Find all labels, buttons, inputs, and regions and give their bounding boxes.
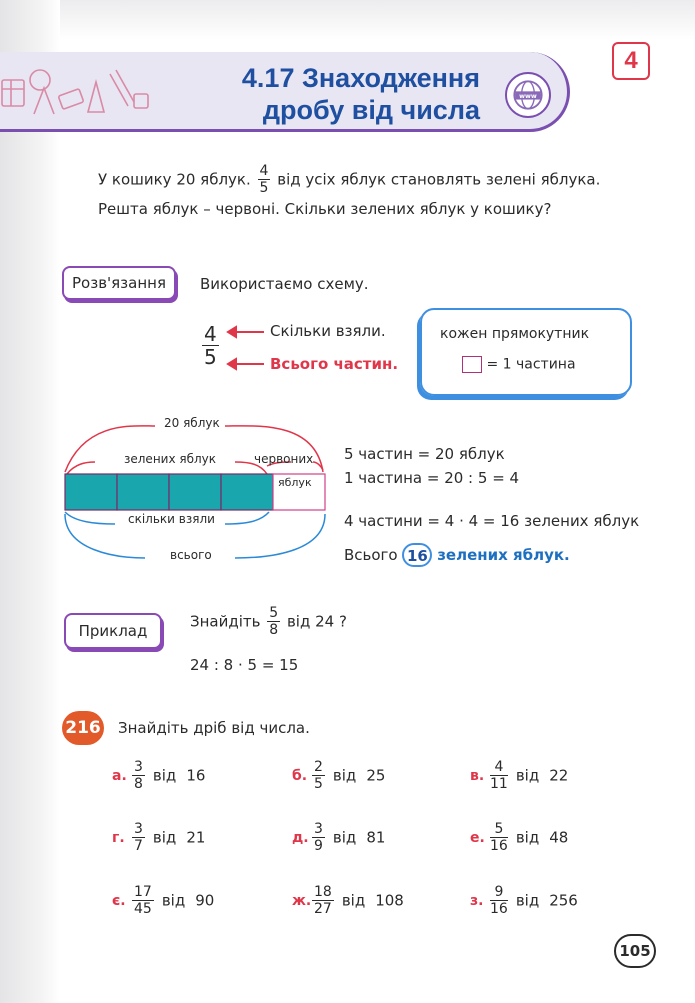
item-denominator: 16 bbox=[490, 901, 508, 917]
calc-line-2: 1 частина = 20 : 5 = 4 bbox=[344, 469, 520, 487]
item-denominator: 16 bbox=[490, 838, 508, 854]
item-word: від bbox=[152, 766, 177, 785]
page-title bbox=[170, 62, 480, 126]
item-value: 21 bbox=[186, 828, 206, 847]
item-word: від bbox=[332, 828, 357, 847]
item-word: від bbox=[152, 828, 177, 847]
item-word: від bbox=[341, 891, 366, 910]
exercise-item bbox=[470, 822, 568, 853]
item-fraction bbox=[132, 885, 154, 916]
page-number: 105 bbox=[614, 934, 656, 968]
item-denominator: 5 bbox=[314, 776, 323, 792]
item-denominator: 8 bbox=[134, 776, 143, 792]
exercise-item bbox=[112, 760, 205, 791]
problem-fraction bbox=[258, 164, 271, 195]
item-fraction bbox=[490, 760, 508, 791]
item-value: 48 bbox=[549, 828, 569, 847]
legend-box bbox=[420, 308, 632, 396]
item-value: 108 bbox=[375, 891, 404, 910]
exercise-item bbox=[112, 822, 205, 853]
answer-line bbox=[344, 543, 570, 567]
problem-post: від усіх яблук становлять зелені яблука. bbox=[277, 170, 601, 189]
example-post: від 24 ? bbox=[286, 612, 347, 631]
problem-pre: У кошику 20 яблук. bbox=[98, 170, 251, 189]
item-denominator: 45 bbox=[134, 901, 152, 917]
title-line-2: дробу від числа bbox=[262, 95, 480, 125]
title-line-1: 4.17 Знаходження bbox=[241, 63, 480, 93]
item-fraction bbox=[312, 885, 334, 916]
green-part-cell bbox=[221, 474, 273, 510]
fraction-arrows-icon bbox=[226, 322, 266, 372]
item-fraction bbox=[132, 760, 145, 791]
item-value: 25 bbox=[366, 766, 386, 785]
globe-www-icon[interactable] bbox=[505, 72, 551, 118]
item-numerator: 3 bbox=[134, 821, 143, 837]
item-fraction bbox=[312, 760, 325, 791]
calc-line-3: 4 частини = 4 · 4 = 16 зелених яблук bbox=[344, 512, 640, 530]
diagram-green-label: зелених яблук bbox=[124, 452, 217, 466]
item-value: 81 bbox=[366, 828, 386, 847]
item-numerator: 9 bbox=[490, 885, 508, 901]
item-fraction bbox=[312, 822, 325, 853]
item-word: від bbox=[161, 891, 186, 910]
green-brace-left bbox=[67, 462, 95, 474]
school-doodles-icon bbox=[0, 60, 160, 122]
answer-number-badge: 16 bbox=[402, 543, 432, 567]
diagram-red-label: червоних bbox=[254, 452, 314, 466]
item-value: 256 bbox=[549, 891, 578, 910]
item-letter: в. bbox=[470, 767, 485, 784]
total-parts-label: Всього частин. bbox=[270, 355, 399, 373]
solution-denominator: 5 bbox=[204, 345, 217, 369]
item-letter: ж. bbox=[292, 892, 312, 909]
item-denominator: 11 bbox=[490, 776, 508, 792]
taken-brace-right bbox=[225, 512, 269, 524]
diagram-taken-label: скільки взяли bbox=[128, 512, 215, 526]
item-numerator: 18 bbox=[314, 884, 332, 900]
item-value: 22 bbox=[549, 766, 569, 785]
item-letter: е. bbox=[470, 829, 485, 846]
item-denominator: 7 bbox=[134, 838, 143, 854]
item-word: від bbox=[515, 828, 540, 847]
exercise-number: 216 bbox=[62, 711, 104, 745]
example-pre: Знайдіть bbox=[190, 612, 261, 631]
calc-line-1: 5 частин = 20 яблук bbox=[344, 445, 505, 463]
item-numerator: 3 bbox=[314, 821, 323, 837]
example-question bbox=[190, 606, 347, 637]
legend-unit-text: = 1 частина bbox=[486, 356, 576, 373]
item-letter: д. bbox=[292, 829, 309, 846]
solution-frac bbox=[202, 324, 219, 367]
exercise-item bbox=[470, 760, 568, 791]
item-numerator: 5 bbox=[490, 822, 508, 838]
solution-tag: Розв'язання bbox=[62, 266, 176, 300]
diagram-all-label: всього bbox=[166, 548, 216, 562]
problem-line-1 bbox=[98, 164, 600, 195]
item-letter: б. bbox=[292, 767, 308, 784]
solution-intro: Використаємо схему. bbox=[200, 275, 369, 293]
item-fraction bbox=[132, 822, 145, 853]
example-denominator: 8 bbox=[269, 622, 279, 638]
item-word: від bbox=[515, 766, 540, 785]
item-word: від bbox=[332, 766, 357, 785]
item-letter: г. bbox=[112, 829, 125, 846]
item-word: від bbox=[515, 891, 540, 910]
taken-label: Скільки взяли. bbox=[270, 322, 386, 340]
exercise-item bbox=[470, 885, 578, 916]
diagram-red-cell-label: яблук bbox=[278, 476, 312, 489]
exercise-item bbox=[292, 760, 385, 791]
item-letter: є. bbox=[112, 892, 126, 909]
exercise-item bbox=[112, 885, 214, 916]
item-numerator: 17 bbox=[134, 884, 152, 900]
item-letter: з. bbox=[470, 892, 484, 909]
item-numerator: 2 bbox=[314, 759, 323, 775]
green-part-cell bbox=[117, 474, 169, 510]
svg-text:www: www bbox=[519, 92, 537, 101]
example-solution: 24 : 8 · 5 = 15 bbox=[190, 656, 299, 674]
page-gutter-shade bbox=[0, 0, 60, 1003]
item-letter: а. bbox=[112, 767, 127, 784]
item-denominator: 27 bbox=[314, 901, 332, 917]
example-tag: Приклад bbox=[64, 613, 162, 649]
item-fraction bbox=[490, 822, 508, 853]
example-fraction bbox=[267, 606, 280, 637]
taken-brace-left bbox=[65, 512, 115, 524]
exercise-item bbox=[292, 885, 404, 916]
problem-line-2: Решта яблук – червоні. Скільки зелених яблук у кошику? bbox=[98, 200, 552, 218]
exercise-instruction: Знайдіть дріб від числа. bbox=[118, 719, 310, 737]
item-numerator: 3 bbox=[134, 759, 143, 775]
green-part-cell bbox=[169, 474, 221, 510]
page-top-shade bbox=[0, 0, 695, 40]
solution-fraction bbox=[200, 324, 221, 367]
solution-numerator: 4 bbox=[204, 322, 217, 346]
item-numerator: 4 bbox=[490, 760, 508, 776]
fraction-numerator: 4 bbox=[259, 163, 269, 179]
all-brace-right bbox=[235, 514, 325, 558]
example-numerator: 5 bbox=[269, 605, 279, 621]
exercise-item bbox=[292, 822, 385, 853]
item-denominator: 9 bbox=[314, 838, 323, 854]
item-value: 90 bbox=[195, 891, 215, 910]
fraction-denominator: 5 bbox=[259, 180, 269, 196]
legend-line-1: кожен прямокутник bbox=[440, 326, 590, 342]
answer-post: зелених яблук. bbox=[437, 546, 570, 564]
legend-line-2 bbox=[462, 356, 576, 373]
green-part-cell bbox=[65, 474, 117, 510]
item-fraction bbox=[490, 885, 508, 916]
unit-rectangle-icon bbox=[462, 356, 482, 373]
chapter-number: 4 bbox=[612, 42, 650, 80]
item-value: 16 bbox=[186, 766, 206, 785]
answer-pre: Всього bbox=[344, 546, 398, 564]
diagram-total-label: 20 яблук bbox=[160, 416, 224, 430]
